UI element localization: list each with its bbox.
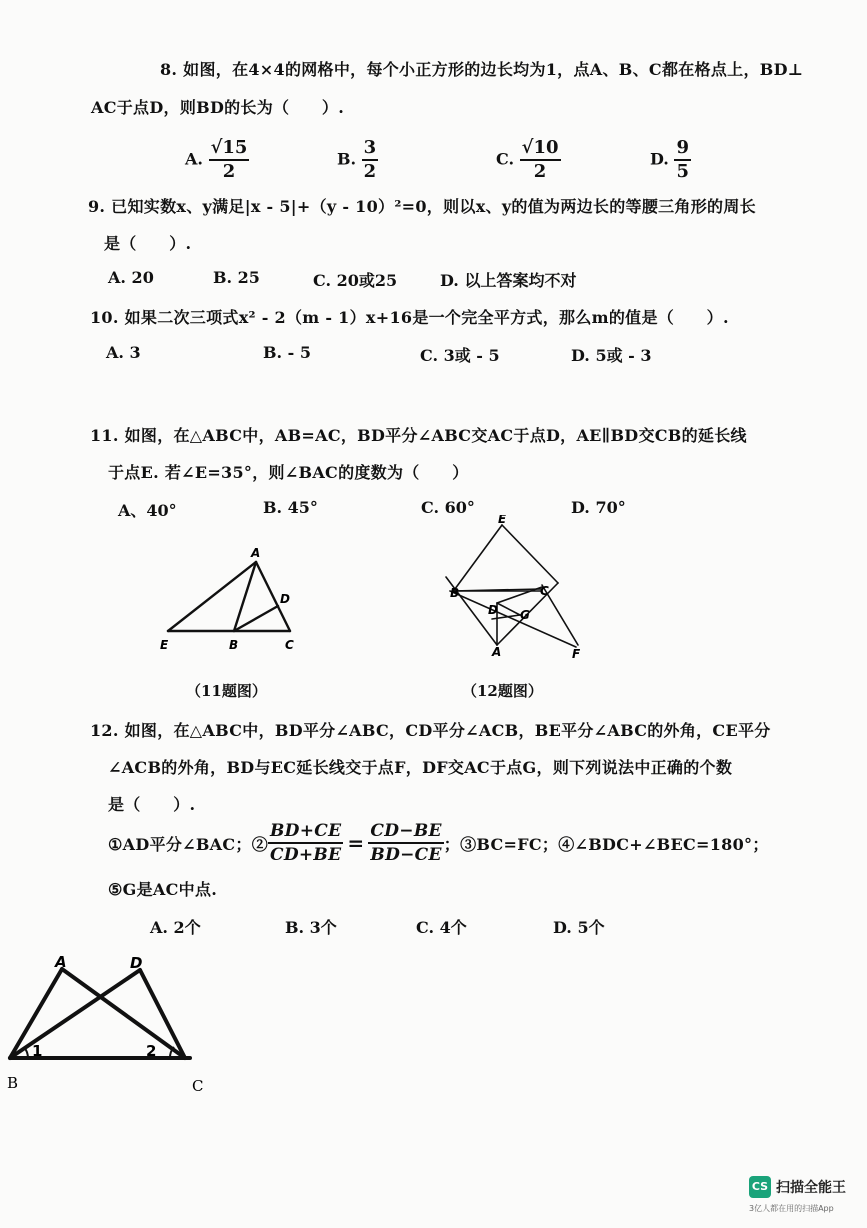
fig11-segment-ea (168, 562, 256, 631)
q8-option-d (650, 137, 691, 183)
q12-option-d: D. 5个 (553, 918, 605, 937)
bottom-fig-label-d: D (130, 954, 143, 972)
q12-statement-1: ①AD平分∠BAC；② (108, 834, 269, 854)
q8-option-b-fraction (362, 137, 379, 183)
q10-option-a: A. 3 (106, 343, 141, 362)
q12-option-b: B. 3个 (285, 918, 337, 937)
q8-line2: AC于点D，则BD的长为（ ）. (91, 98, 345, 117)
bottom-fig-segment-bd (10, 970, 140, 1058)
q8-option-b-den: 2 (363, 161, 377, 182)
bottom-fig-label-1: 1 (32, 1042, 43, 1060)
q12-line2: ∠ACB的外角，BD与EC延长线交于点F，DF交AC于点G，则下列说法中正确的个数 (108, 758, 733, 777)
fig12-label-f: F (572, 647, 581, 661)
q11-option-d: D. 70° (571, 498, 626, 517)
fig12-caption: （12题图） (462, 682, 543, 700)
q12-fraction-left (268, 820, 343, 866)
fig11-label-b: B (229, 638, 239, 652)
q10-option-b: B. - 5 (263, 343, 312, 362)
fig12-line-b-f (450, 591, 576, 647)
fig12-label-c: C (540, 584, 549, 598)
q8-option-a-den: 2 (222, 161, 236, 182)
fig11-label-a: A (251, 546, 261, 560)
q8-option-c-label: C. (496, 149, 515, 169)
fig12-segment-eb (452, 525, 502, 593)
q12-equals-sign: = (347, 831, 365, 855)
q10-option-d: D. 5或 - 3 (571, 346, 652, 365)
fig12-label-g: G (520, 608, 530, 622)
q8-option-b-label: B. (337, 149, 357, 169)
q8-option-a-num: √15 (210, 137, 248, 158)
figure-12 (440, 515, 600, 665)
q12-fraction-left-num: BD+CE (268, 820, 343, 844)
q8-option-c-den: 2 (533, 161, 547, 182)
fig12-label-b: B (450, 586, 460, 600)
q12-option-a: A. 2个 (150, 918, 201, 937)
scanner-slogan: 3亿人都在用的扫描App (749, 1204, 834, 1213)
q9-option-d: D. 以上答案均不对 (440, 271, 577, 290)
q10-line1: 10. 如果二次三项式x² - 2（m - 1）x+16是一个完全平方式，那么m的值是（ ）. (90, 308, 729, 327)
q11-option-b: B. 45° (263, 498, 318, 517)
q12-fraction-right (368, 820, 443, 866)
q12-option-c: C. 4个 (416, 918, 467, 937)
q9-line2: 是（ ）. (104, 234, 192, 253)
q12-fraction-right-den: BD−CE (370, 845, 442, 865)
q8-option-d-den: 5 (676, 161, 689, 182)
bottom-fig-label-a: A (55, 953, 67, 971)
fig12-segment-ec (502, 525, 558, 583)
bottom-figure (0, 950, 215, 1100)
q12-fraction-right-num: CD−BE (368, 820, 443, 844)
q8-option-c-num: √10 (520, 137, 561, 161)
q12-fraction-left-den: CD+BE (270, 845, 342, 865)
bottom-fig-label-b: B (7, 1074, 19, 1092)
q12-statement-5: ⑤G是AC中点. (108, 880, 218, 899)
q8-line1: 8. 如图，在4×4的网格中，每个小正方形的边长均为1，点A、B、C都在格点上，BD⊥ (160, 60, 804, 79)
fig11-label-e: E (160, 638, 169, 652)
q12-line3: 是（ ）. (108, 795, 196, 814)
q9-line1: 9. 已知实数x、y满足|x - 5|+（y - 10）²=0，则以x、y的值为两边长的等腰三角形的周长 (88, 197, 756, 216)
fig11-label-d: D (280, 592, 290, 606)
q9-option-a: A. 20 (108, 268, 154, 287)
q8-option-a (185, 137, 249, 183)
scanner-brand-text: 扫描全能王 (776, 1180, 846, 1196)
q8-option-a-label: A. (185, 149, 203, 169)
bottom-fig-label-2: 2 (146, 1042, 157, 1060)
q8-option-b (337, 137, 378, 183)
q8-option-d-label: D. (650, 149, 669, 169)
q9-option-c: C. 20或25 (313, 271, 398, 290)
scanner-logo-icon: CS (749, 1176, 771, 1198)
q8-option-c-fraction (520, 137, 561, 183)
q11-option-c: C. 60° (421, 498, 475, 517)
q12-line1: 12. 如图，在△ABC中，BD平分∠ABC，CD平分∠ACB，BE平分∠ABC的外角，CE平分 (90, 721, 771, 740)
fig11-caption: （11题图） (186, 682, 267, 700)
q8-option-b-num: 3 (362, 137, 379, 161)
fig12-label-d: D (488, 603, 498, 617)
q8-option-a-fraction (209, 137, 250, 183)
fig12-label-e: E (498, 515, 507, 526)
q11-line1: 11. 如图，在△ABC中，AB=AC，BD平分∠ABC交AC于点D，AE∥BD交CB的延长线 (90, 426, 747, 445)
figure-11 (150, 540, 310, 660)
q10-option-c: C. 3或 - 5 (420, 346, 500, 365)
fig12-label-a: A (492, 645, 502, 659)
q12-statements-row (108, 820, 769, 866)
q11-option-a: A、40° (118, 501, 177, 520)
q9-option-b: B. 25 (213, 268, 260, 287)
q12-statement-2: ；③BC=FC；④∠BDC+∠BEC=180°； (443, 834, 769, 854)
q8-option-d-num: 9 (674, 137, 691, 161)
q8-option-c (496, 137, 561, 183)
q8-option-d-fraction (674, 137, 691, 183)
q11-line2: 于点E. 若∠E=35°，则∠BAC的度数为（ ） (108, 463, 469, 482)
bottom-fig-label-c: C (192, 1077, 204, 1095)
fig11-label-c: C (285, 638, 294, 652)
